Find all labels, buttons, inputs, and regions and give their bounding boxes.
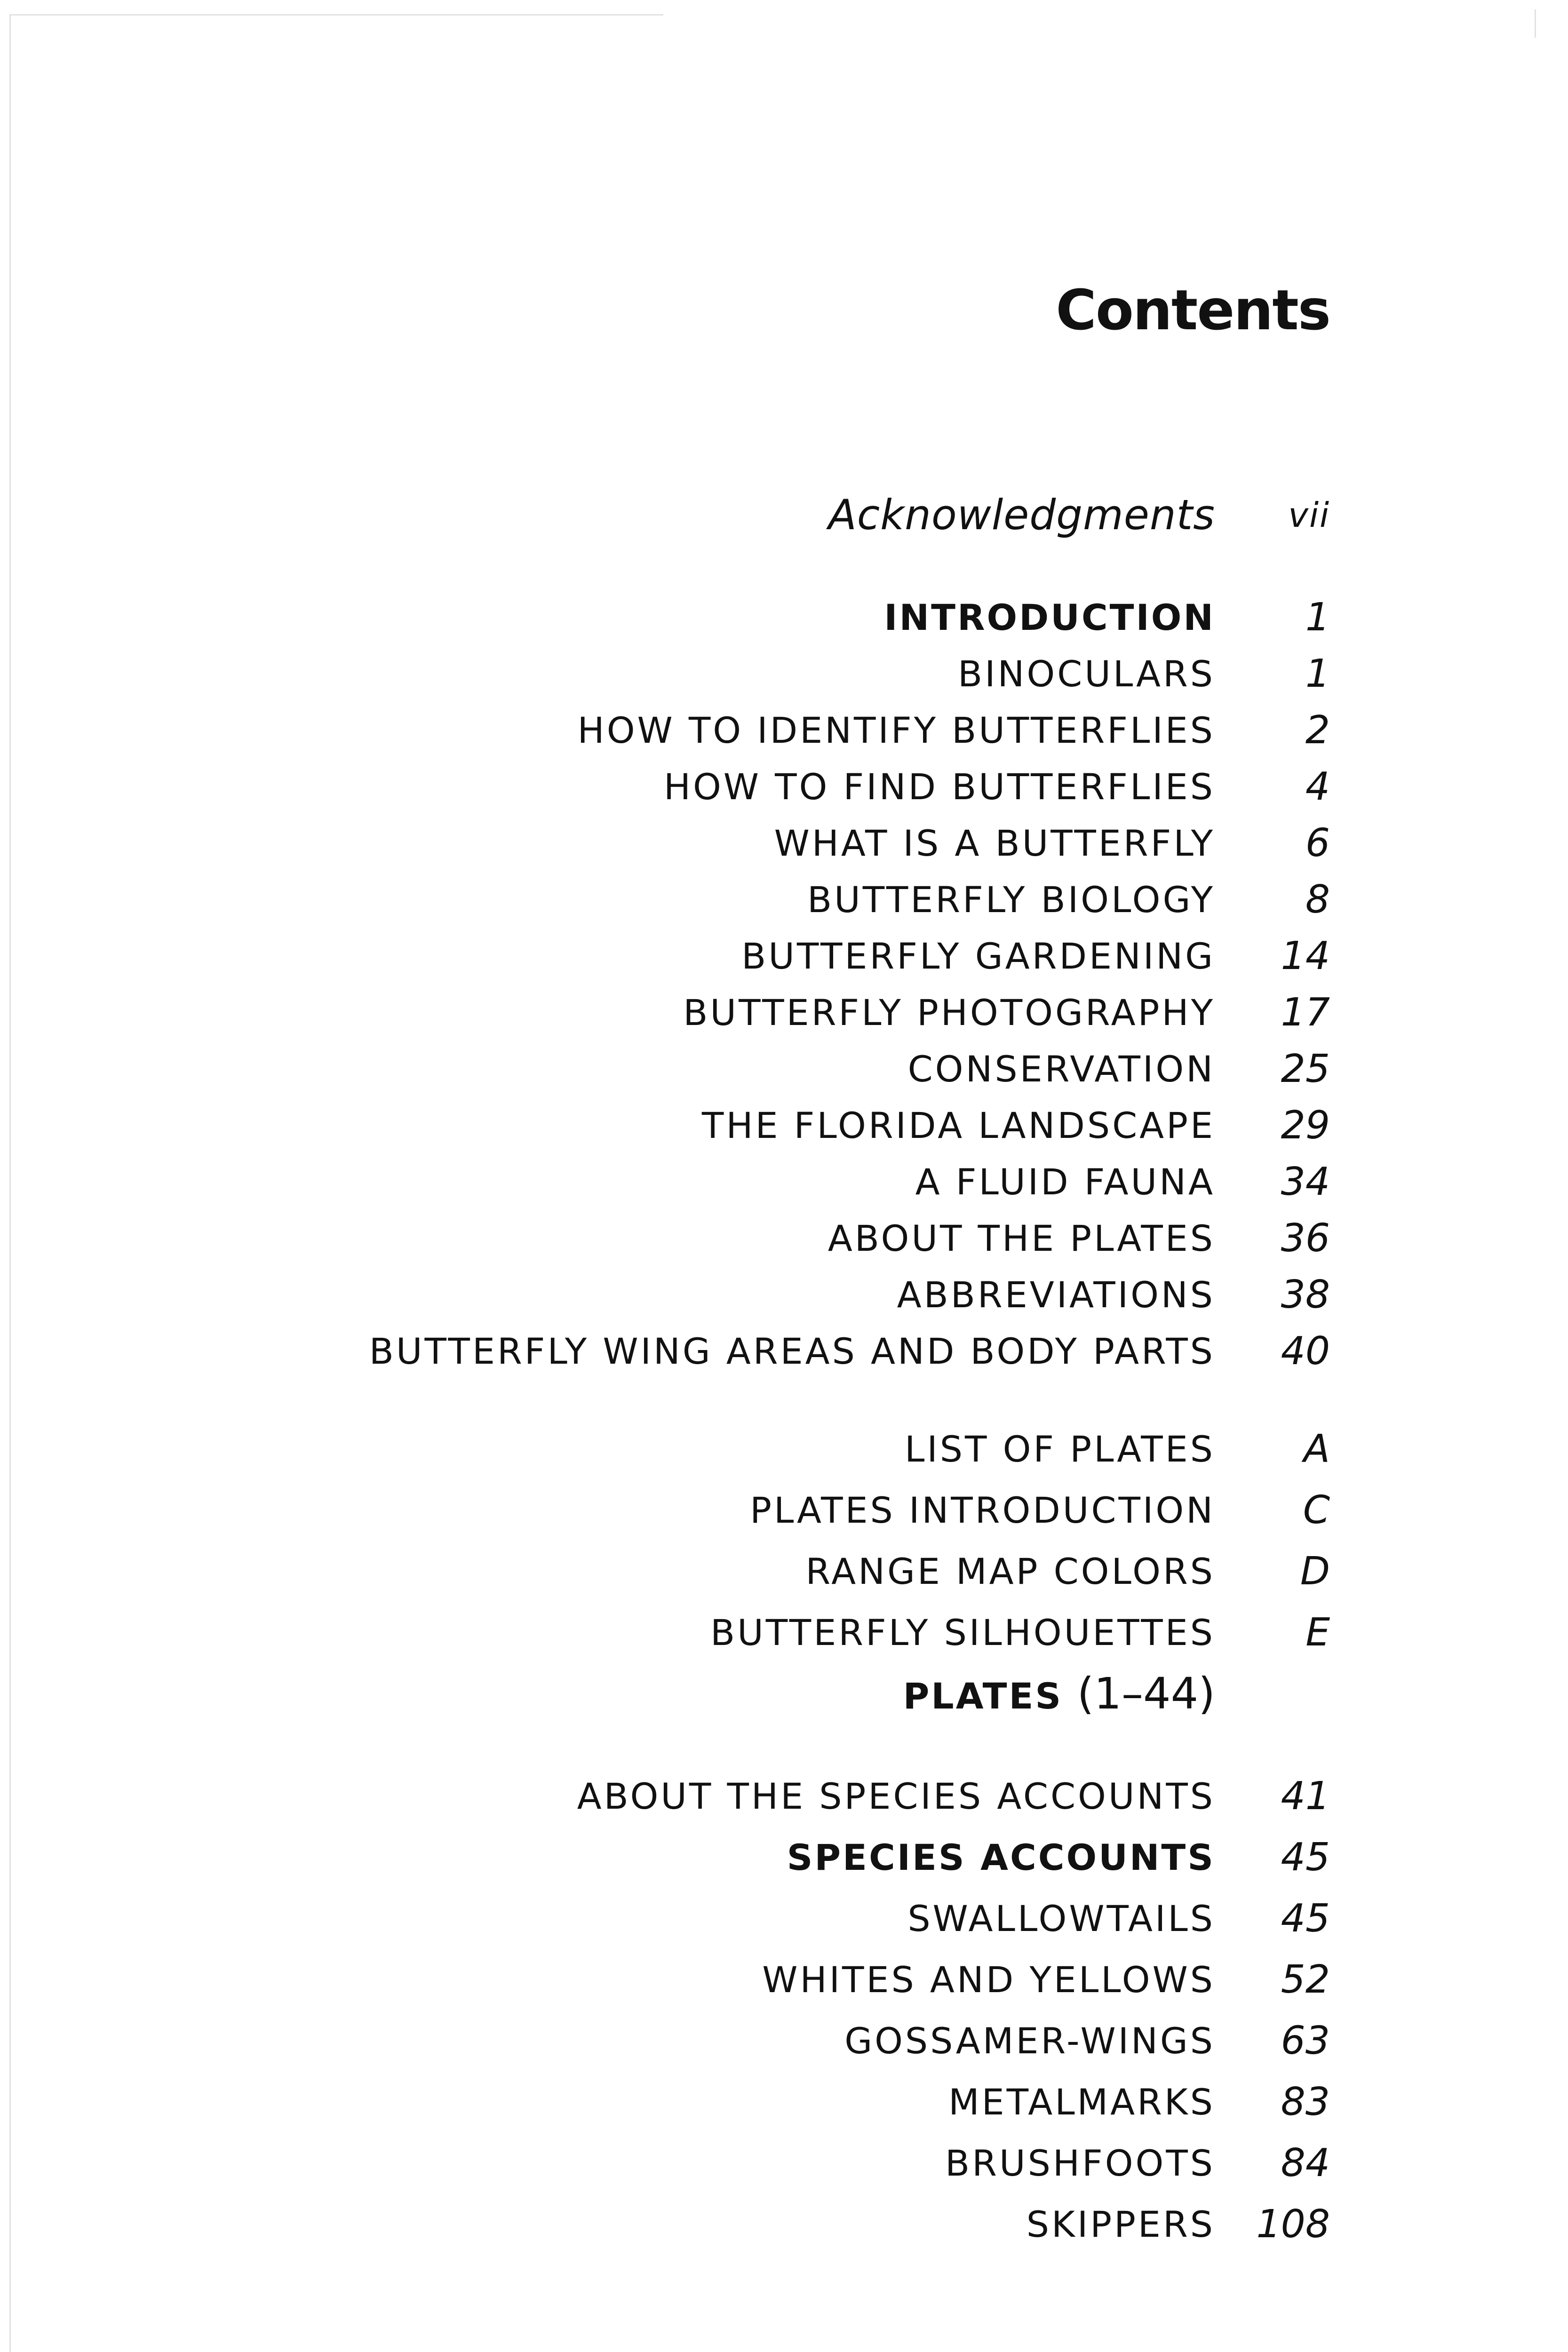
toc-label: BUTTERFLY GARDENING (741, 935, 1215, 977)
page-title: Contents (1056, 278, 1330, 342)
toc-label: SWALLOWTAILS (907, 1898, 1215, 1939)
toc-row[interactable] (0, 702, 1568, 759)
toc-page-number: 63 (1281, 2018, 1330, 2063)
toc-page-number: 1 (1305, 652, 1330, 696)
toc-label: METALMARKS (948, 2081, 1215, 2123)
toc-page-number: vii (1288, 495, 1330, 535)
toc-row[interactable] (0, 1267, 1568, 1323)
toc-row[interactable] (0, 1543, 1568, 1605)
toc-row[interactable] (0, 646, 1568, 702)
toc-page-number: C (1303, 1488, 1330, 1533)
toc-label: RANGE MAP COLORS (805, 1550, 1215, 1592)
toc-row-introduction[interactable] (0, 589, 1568, 646)
toc-label: BUTTERFLY WING AREAS AND BODY PARTS (369, 1330, 1215, 1372)
toc-page-number: 40 (1281, 1329, 1330, 1374)
toc-label: ABOUT THE SPECIES ACCOUNTS (577, 1775, 1215, 1817)
toc-row[interactable] (0, 1097, 1568, 1154)
toc-row[interactable] (0, 2013, 1568, 2074)
section-heading: SPECIES ACCOUNTS (787, 1836, 1215, 1878)
toc-page-number: 45 (1281, 1896, 1330, 1941)
toc-page-number: 29 (1281, 1103, 1330, 1148)
toc-label: Acknowledgments (828, 491, 1215, 539)
right-edge-line (1535, 9, 1536, 38)
toc-page-number: 2 (1305, 708, 1330, 753)
toc-label: A FLUID FAUNA (915, 1161, 1215, 1203)
section-heading (903, 1666, 1215, 1724)
toc-row[interactable] (0, 815, 1568, 872)
toc-row[interactable] (0, 1041, 1568, 1097)
toc-row-acknowledgments[interactable] (0, 487, 1568, 548)
toc-row[interactable] (0, 1421, 1568, 1482)
toc-label: HOW TO IDENTIFY BUTTERFLIES (577, 709, 1215, 751)
toc-page-number: 45 (1281, 1835, 1330, 1880)
toc-row[interactable] (0, 928, 1568, 985)
toc-label: WHAT IS A BUTTERFLY (774, 822, 1215, 864)
table-of-contents (0, 487, 1568, 2257)
toc-label: GOSSAMER-WINGS (844, 2020, 1215, 2062)
toc-page-number: 14 (1281, 934, 1330, 978)
toc-label: ABOUT THE PLATES (828, 1217, 1215, 1259)
toc-page-number: 41 (1281, 1774, 1330, 1819)
plates-heading: PLATES (903, 1675, 1063, 1717)
toc-page-number: D (1300, 1549, 1330, 1594)
toc-row[interactable] (0, 759, 1568, 815)
toc-label: ABBREVIATIONS (897, 1274, 1215, 1316)
toc-row[interactable] (0, 1952, 1568, 2013)
toc-row[interactable] (0, 1768, 1568, 1829)
toc-page-number: 17 (1281, 990, 1330, 1035)
toc-label: PLATES INTRODUCTION (750, 1489, 1215, 1531)
toc-page-number: A (1303, 1427, 1330, 1471)
toc-page-number: 38 (1281, 1272, 1330, 1317)
toc-row[interactable] (0, 1891, 1568, 1952)
toc-row-plates[interactable] (0, 1666, 1568, 1727)
toc-label: BRUSHFOOTS (945, 2142, 1215, 2184)
toc-page-number: 1 (1305, 595, 1330, 640)
toc-label: CONSERVATION (907, 1048, 1215, 1090)
toc-page-number: 52 (1281, 1957, 1330, 2002)
toc-label: THE FLORIDA LANDSCAPE (701, 1104, 1215, 1146)
toc-page-number: 83 (1281, 2080, 1330, 2124)
toc-row[interactable] (0, 1210, 1568, 1267)
toc-row[interactable] (0, 872, 1568, 928)
section-heading: INTRODUCTION (884, 596, 1215, 638)
toc-label: BUTTERFLY BIOLOGY (807, 879, 1215, 921)
toc-page-number: 108 (1256, 2202, 1330, 2247)
toc-label: HOW TO FIND BUTTERFLIES (663, 766, 1215, 808)
toc-page-number: 8 (1305, 877, 1330, 922)
toc-label: LIST OF PLATES (905, 1428, 1215, 1470)
toc-page-number: 4 (1305, 764, 1330, 809)
plates-range: (1–44) (1077, 1669, 1215, 1719)
toc-row[interactable] (0, 1605, 1568, 1666)
toc-row[interactable] (0, 2196, 1568, 2257)
toc-label: BINOCULARS (957, 653, 1215, 695)
toc-row[interactable] (0, 985, 1568, 1041)
toc-row[interactable] (0, 1482, 1568, 1543)
toc-page-number: 6 (1305, 821, 1330, 866)
toc-label: SKIPPERS (1026, 2203, 1215, 2245)
toc-row[interactable] (0, 2074, 1568, 2135)
toc-page-number: 25 (1281, 1047, 1330, 1091)
toc-row-species-accounts[interactable] (0, 1829, 1568, 1891)
toc-label: BUTTERFLY PHOTOGRAPHY (683, 992, 1215, 1033)
toc-page-number: E (1305, 1610, 1330, 1655)
toc-row[interactable] (0, 1323, 1568, 1380)
toc-page-number: 36 (1281, 1216, 1330, 1261)
toc-label: BUTTERFLY SILHOUETTES (710, 1612, 1215, 1653)
top-edge-line (9, 14, 663, 16)
toc-page-number: 84 (1281, 2141, 1330, 2185)
toc-page-number: 34 (1281, 1160, 1330, 1204)
toc-row[interactable] (0, 2135, 1568, 2196)
toc-row[interactable] (0, 1154, 1568, 1210)
toc-label: WHITES AND YELLOWS (762, 1959, 1215, 2001)
